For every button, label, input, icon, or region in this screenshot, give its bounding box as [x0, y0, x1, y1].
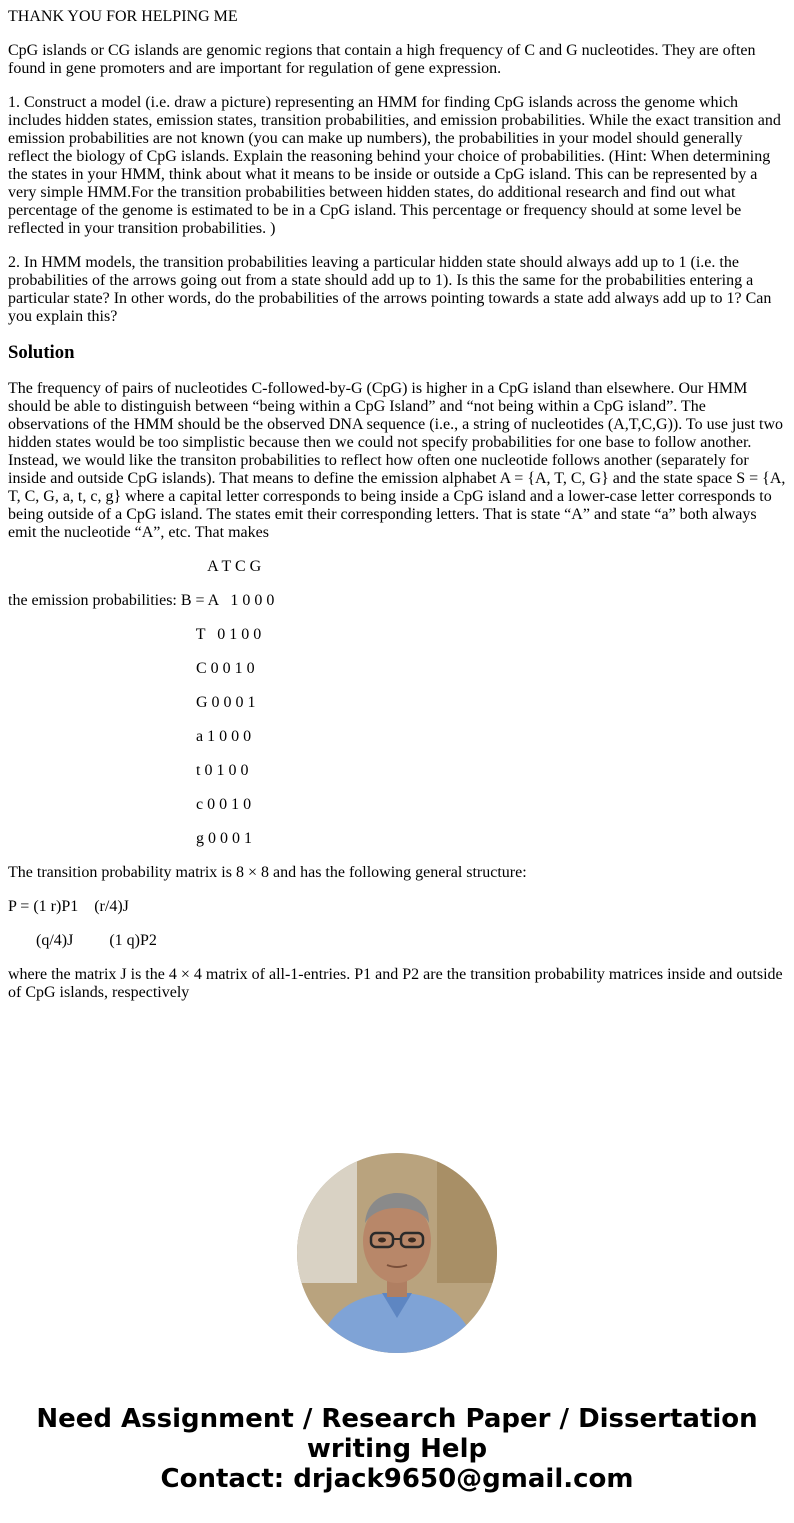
p-matrix-line-1: P = (1 r)P1 (r/4)J	[8, 898, 129, 915]
matrix-line: t 0 1 0 0	[8, 762, 249, 779]
matrix-line: T 0 1 0 0	[8, 626, 262, 643]
footer-contact: Contact: drjack9650@gmail.com	[160, 1464, 634, 1494]
matrix-line: g 0 0 0 1	[8, 830, 252, 847]
avatar-portrait-icon	[297, 1153, 497, 1353]
matrix-line: c 0 0 1 0	[8, 796, 252, 813]
transition-intro: The transition probability matrix is 8 × 8 and has the following general structure:	[8, 864, 527, 881]
document-body	[8, 8, 786, 1018]
matrix-line: G 0 0 0 1	[8, 694, 256, 711]
footer-line-2: writing Help	[306, 1434, 488, 1464]
header-text: THANK YOU FOR HELPING ME	[8, 8, 238, 25]
closing-paragraph: where the matrix J is the 4 × 4 matrix of all-1-entries. P1 and P2 are the transition probability matrices inside and outside of CpG islands, respectively	[8, 966, 783, 1001]
footer-line-1: Need Assignment / Research Paper / Dissertation	[36, 1404, 758, 1434]
p-matrix-line-2: (q/4)J (1 q)P2	[8, 932, 157, 949]
matrix-line: the emission probabilities: B = A 1 0 0 0	[8, 592, 275, 609]
question-1: 1. Construct a model (i.e. draw a picture) representing an HMM for finding CpG islands across the genome which includes hidden states, emission states, transition probabilities, and emission probabilities. While the exact transition and emission probabilities are not known (you can make up numbers), the probabilities in your model should generally reflect the biology of CpG islands. Explain the reasoning behind your choice of probabilities. (Hint: When determining the states in your HMM, think about what it means to be inside or outside a CpG island. This can be represented by a very simple HMM.For the transition probabilities between hidden states, do additional research and find out what percentage of the genome is estimated to be in a CpG island. This percentage or frequency should at some level be reflected in your transition probabilities. )	[8, 94, 781, 237]
matrix-line: A T C G	[8, 558, 262, 575]
matrix-line: C 0 0 1 0	[8, 660, 255, 677]
emission-matrix	[8, 558, 786, 848]
solution-paragraph: The frequency of pairs of nucleotides C-followed-by-G (CpG) is higher in a CpG island than elsewhere. Our HMM should be able to distinguish between “being within a CpG Island” and “not being within a CpG island”. The observations of the HMM should be the observed DNA sequence (i.e., a string of nucleotides (A,T,C,G)). To use just two hidden states would be too simplistic because then we could not specify probabilities for one base to follow another. Instead, we would like the transiton probabilities to reflect how often one nucleotide follows another (separately for inside and outside CpG islands). That means to define the emission alphabet A = {A, T, C, G} and the state space S = {A, T, C, G, a, t, c, g} where a capital letter corresponds to being inside a CpG island and a lower-case letter corresponds to being outside of a CpG island. The states emit their corresponding letters. That is state “A” and state “a” both always emit the nucleotide “A”, etc. That makes	[8, 380, 786, 541]
solution-heading: Solution	[8, 342, 75, 363]
question-2: 2. In HMM models, the transition probabilities leaving a particular hidden state should always add up to 1 (i.e. the probabilities of the arrows going out from a state should add up to 1). Is this the same for the probabilities entering a particular state? In other words, do the probabilities of the arrows pointing towards a state add always add up to 1? Can you explain this?	[8, 254, 772, 325]
intro-paragraph: CpG islands or CG islands are genomic regions that contain a high frequency of C and G nucleotides. They are often found in gene promoters and are important for regulation of gene expression.	[8, 42, 756, 77]
promo-footer	[0, 1404, 794, 1494]
matrix-line: a 1 0 0 0	[8, 728, 252, 745]
author-avatar	[297, 1153, 497, 1353]
